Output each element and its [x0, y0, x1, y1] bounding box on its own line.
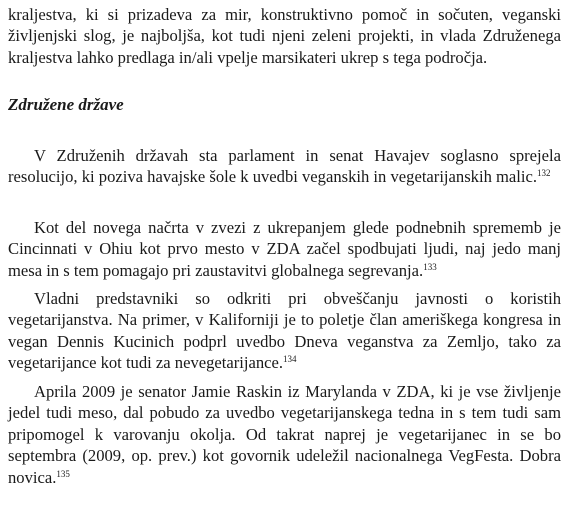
body-paragraph	[8, 381, 561, 488]
paragraph-text: Aprila 2009 je senator Jamie Raskin iz Marylanda v ZDA, ki je vse življenje jedel tudi meso, dal pobudo za uvedbo vegetarijanskega tedna in s tem tudi sam pripomogel k varovanju okolja. Od takrat naprej je vegetarijanec in se bo septembra (2009, op. prev.) kot govornik udeležil nacionalnega VegFesta. Dobra novica.	[8, 382, 561, 487]
intro-paragraph-text: kraljestva, ki si prizadeva za mir, konstruktivno pomoč in sočuten, veganski življenjski slog, je najboljša, kot tudi njeni zeleni projekti, in vlada Združenega kraljestva lahko predlaga in/ali vpelje marsikateri ukrep s tega področja.	[8, 5, 561, 67]
section-heading: Združene države	[8, 95, 124, 114]
intro-paragraph	[8, 4, 561, 68]
footnote-marker: 135	[56, 468, 70, 479]
body-paragraph	[8, 145, 561, 188]
body-paragraph	[8, 217, 561, 281]
paragraph-text: Vladni predstavniki so odkriti pri obveščanju javnosti o koristih vegetarijanstva. Na primer, v Kaliforniji je to poletje član ameriškega kongresa in vegan Dennis Kucinich podprl uvedbo Dneva veganstva za Zemljo, tako za vegetarijance kot tudi za nevegetarijance.	[8, 289, 561, 373]
footnote-marker: 132	[537, 168, 551, 179]
paragraph-text: Kot del novega načrta v zvezi z ukrepanjem glede podnebnih sprememb je Cincinnati v Ohiu kot prvo mesto v ZDA začel spodbujati ljudi, naj jedo manj mesa in s tem pomagajo pri zaustavitvi globalnega segrevanja.	[8, 218, 561, 280]
paragraph-text: V Združenih državah sta parlament in senat Havajev soglasno sprejela resolucijo, ki poziva havajske šole k uvedbi veganskih in vegetarijanskih malic.	[8, 146, 561, 187]
footnote-marker: 133	[423, 261, 437, 272]
body-paragraph	[8, 288, 561, 374]
footnote-marker: 134	[283, 354, 297, 365]
